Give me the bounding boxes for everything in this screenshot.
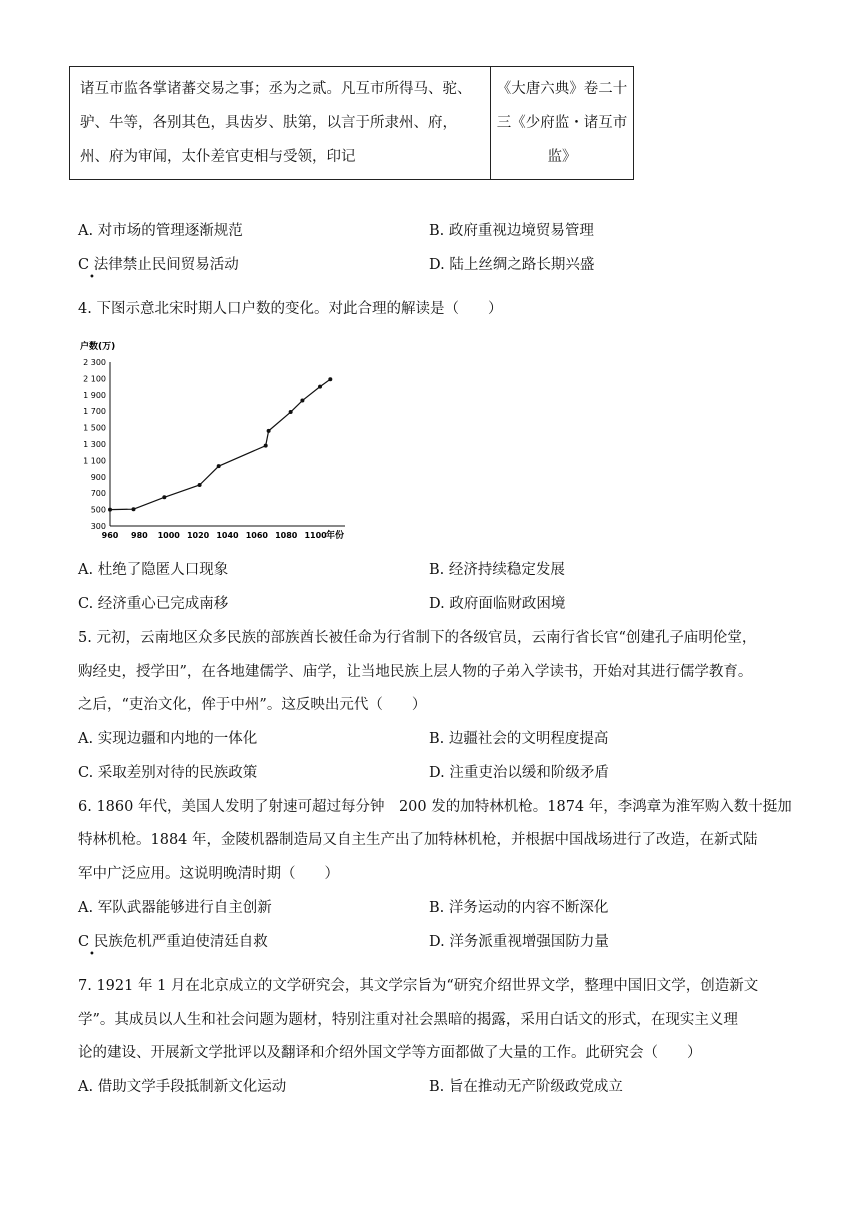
x-tick-labels (102, 531, 328, 540)
q5-stem-line: 购经史，授学田”，在各地建儒学、庙学，让当地民族上层人物的子弟入学读书，开始对其进行儒学教育。 (78, 664, 753, 680)
q6-stem-line: 军中广泛应用。这说明晚清时期（ ） (78, 866, 339, 882)
source-citation-line: 监》 (547, 149, 577, 165)
q4-option-c[interactable]: C. 经济重心已完成南移 (78, 596, 229, 612)
data-point (300, 399, 304, 403)
x-tick-label: 980 (131, 531, 148, 540)
q3-option-a[interactable]: A. 对市场的管理逐渐规范 (78, 223, 243, 239)
q6-stem-line: 特林机枪。1884 年，金陵机器制造局又自主生产出了加特林机枪，并根据中国战场进行了改造，在新式陆 (78, 832, 758, 848)
q7-stem-line: 学”。其成员以人生和社会问题为题材，特别注重对社会黑暗的揭露，采用白话文的形式，在现实主义理 (78, 1012, 738, 1028)
source-text-line: 州、府为审闻，太仆差官吏相与受领，印记 (80, 149, 356, 165)
y-tick-label: 2 300 (83, 358, 106, 367)
q7-option-a[interactable]: A. 借助文学手段抵制新文化运动 (78, 1079, 287, 1095)
source-citation-line: 三《少府监・诸互市 (496, 115, 628, 131)
data-point (289, 410, 293, 414)
x-tick-label: 1080 (275, 531, 298, 540)
series-line (110, 379, 330, 509)
q3-option-d[interactable]: D. 陆上丝绸之路长期兴盛 (429, 257, 595, 273)
y-tick-label: 300 (90, 522, 106, 531)
source-citation-cell (491, 67, 634, 180)
q4-stem: 4. 下图示意北宋时期人口户数的变化。对此合理的解读是（ ） (78, 301, 503, 317)
q5-option-d[interactable]: D. 注重吏治以缓和阶级矛盾 (429, 765, 609, 781)
data-point (162, 495, 166, 499)
data-point (264, 444, 268, 448)
source-text-cell (70, 67, 491, 180)
data-point (198, 483, 202, 487)
q5-option-b[interactable]: B. 边疆社会的文明程度提高 (429, 731, 609, 747)
source-citation-line: 《大唐六典》卷二十 (496, 81, 628, 97)
x-tick-label: 1060 (245, 531, 269, 540)
data-point (318, 385, 322, 389)
x-tick-label: 1100 (304, 531, 327, 540)
y-tick-label: 1 100 (83, 456, 106, 466)
x-axis-label: 年份 (326, 531, 345, 541)
households-line-chart (70, 336, 370, 546)
x-tick-label: 1020 (186, 531, 210, 540)
q6-option-a[interactable]: A. 军队武器能够进行自主创新 (78, 900, 272, 916)
q7-stem-line: 7. 1921 年 1 月在北京成立的文学研究会，其文学宗旨为“研究介绍世界文学，整理中国旧文学，创造新文 (78, 978, 759, 994)
chart-axes (110, 362, 345, 526)
y-tick-label: 1 900 (83, 390, 106, 400)
q6-option-c[interactable]: C 民族危机严重迫使清廷自救 (78, 934, 268, 950)
q6-stem-line: 6. 1860 年代，美国人发明了射速可超过每分钟 200 发的加特林机枪。1874 年，李鸿章为淮军购入数十挺加 (78, 799, 792, 815)
option-c-dot: • (89, 272, 95, 283)
q7-option-b[interactable]: B. 旨在推动无产阶级政党成立 (429, 1079, 623, 1095)
y-tick-label: 900 (90, 472, 106, 482)
source-text-line: 驴、牛等，各别其色，具齿岁、肤第，以言于所隶州、府， (80, 115, 457, 131)
y-tick-label: 700 (90, 489, 106, 499)
series-points (108, 377, 332, 511)
data-point (328, 377, 332, 381)
source-text-line: 诸互市监各掌诸蕃交易之事；丞为之贰。凡互市所得马、驼、 (80, 81, 472, 97)
x-tick-label: 1040 (216, 531, 239, 540)
q4-option-a[interactable]: A. 杜绝了隐匿人口现象 (78, 562, 229, 578)
y-tick-label: 1 500 (83, 423, 106, 433)
y-axis-label: 户数(万) (80, 342, 116, 352)
q5-option-a[interactable]: A. 实现边疆和内地的一体化 (78, 731, 258, 747)
q6-option-b[interactable]: B. 洋务运动的内容不断深化 (429, 900, 609, 916)
data-point (108, 508, 112, 512)
q5-stem-line: 5. 元初，云南地区众多民族的部族酋长被任命为行省制下的各级官员，云南行省长官“创建孔子庙明伦堂， (78, 630, 757, 646)
x-tick-label: 960 (101, 531, 119, 540)
y-tick-label: 500 (90, 505, 106, 515)
q6-option-d[interactable]: D. 洋务派重视增强国防力量 (429, 934, 609, 950)
q5-option-c[interactable]: C. 采取差别对待的民族政策 (78, 765, 258, 781)
data-point (267, 429, 271, 433)
q3-option-c[interactable]: C 法律禁止民间贸易活动 (78, 257, 239, 273)
data-point (132, 507, 136, 511)
q4-option-b[interactable]: B. 经济持续稳定发展 (429, 562, 565, 578)
source-table (69, 66, 634, 180)
option-c-dot: • (89, 949, 95, 960)
y-tick-label: 1 300 (83, 440, 106, 449)
q5-stem-line: 之后，“吏治文化，侔于中州”。这反映出元代（ ） (78, 697, 427, 713)
q7-stem-line: 论的建设、开展新文学批评以及翻译和介绍外国文学等方面都做了大量的工作。此研究会（ ） (78, 1045, 702, 1061)
q4-option-d[interactable]: D. 政府面临财政困境 (429, 596, 566, 612)
y-tick-labels (83, 358, 106, 531)
y-tick-label: 1 700 (83, 407, 106, 417)
y-tick-label: 2 100 (83, 374, 106, 384)
q3-option-b[interactable]: B. 政府重视边境贸易管理 (429, 223, 594, 239)
data-point (217, 464, 221, 468)
x-tick-label: 1000 (157, 531, 180, 540)
